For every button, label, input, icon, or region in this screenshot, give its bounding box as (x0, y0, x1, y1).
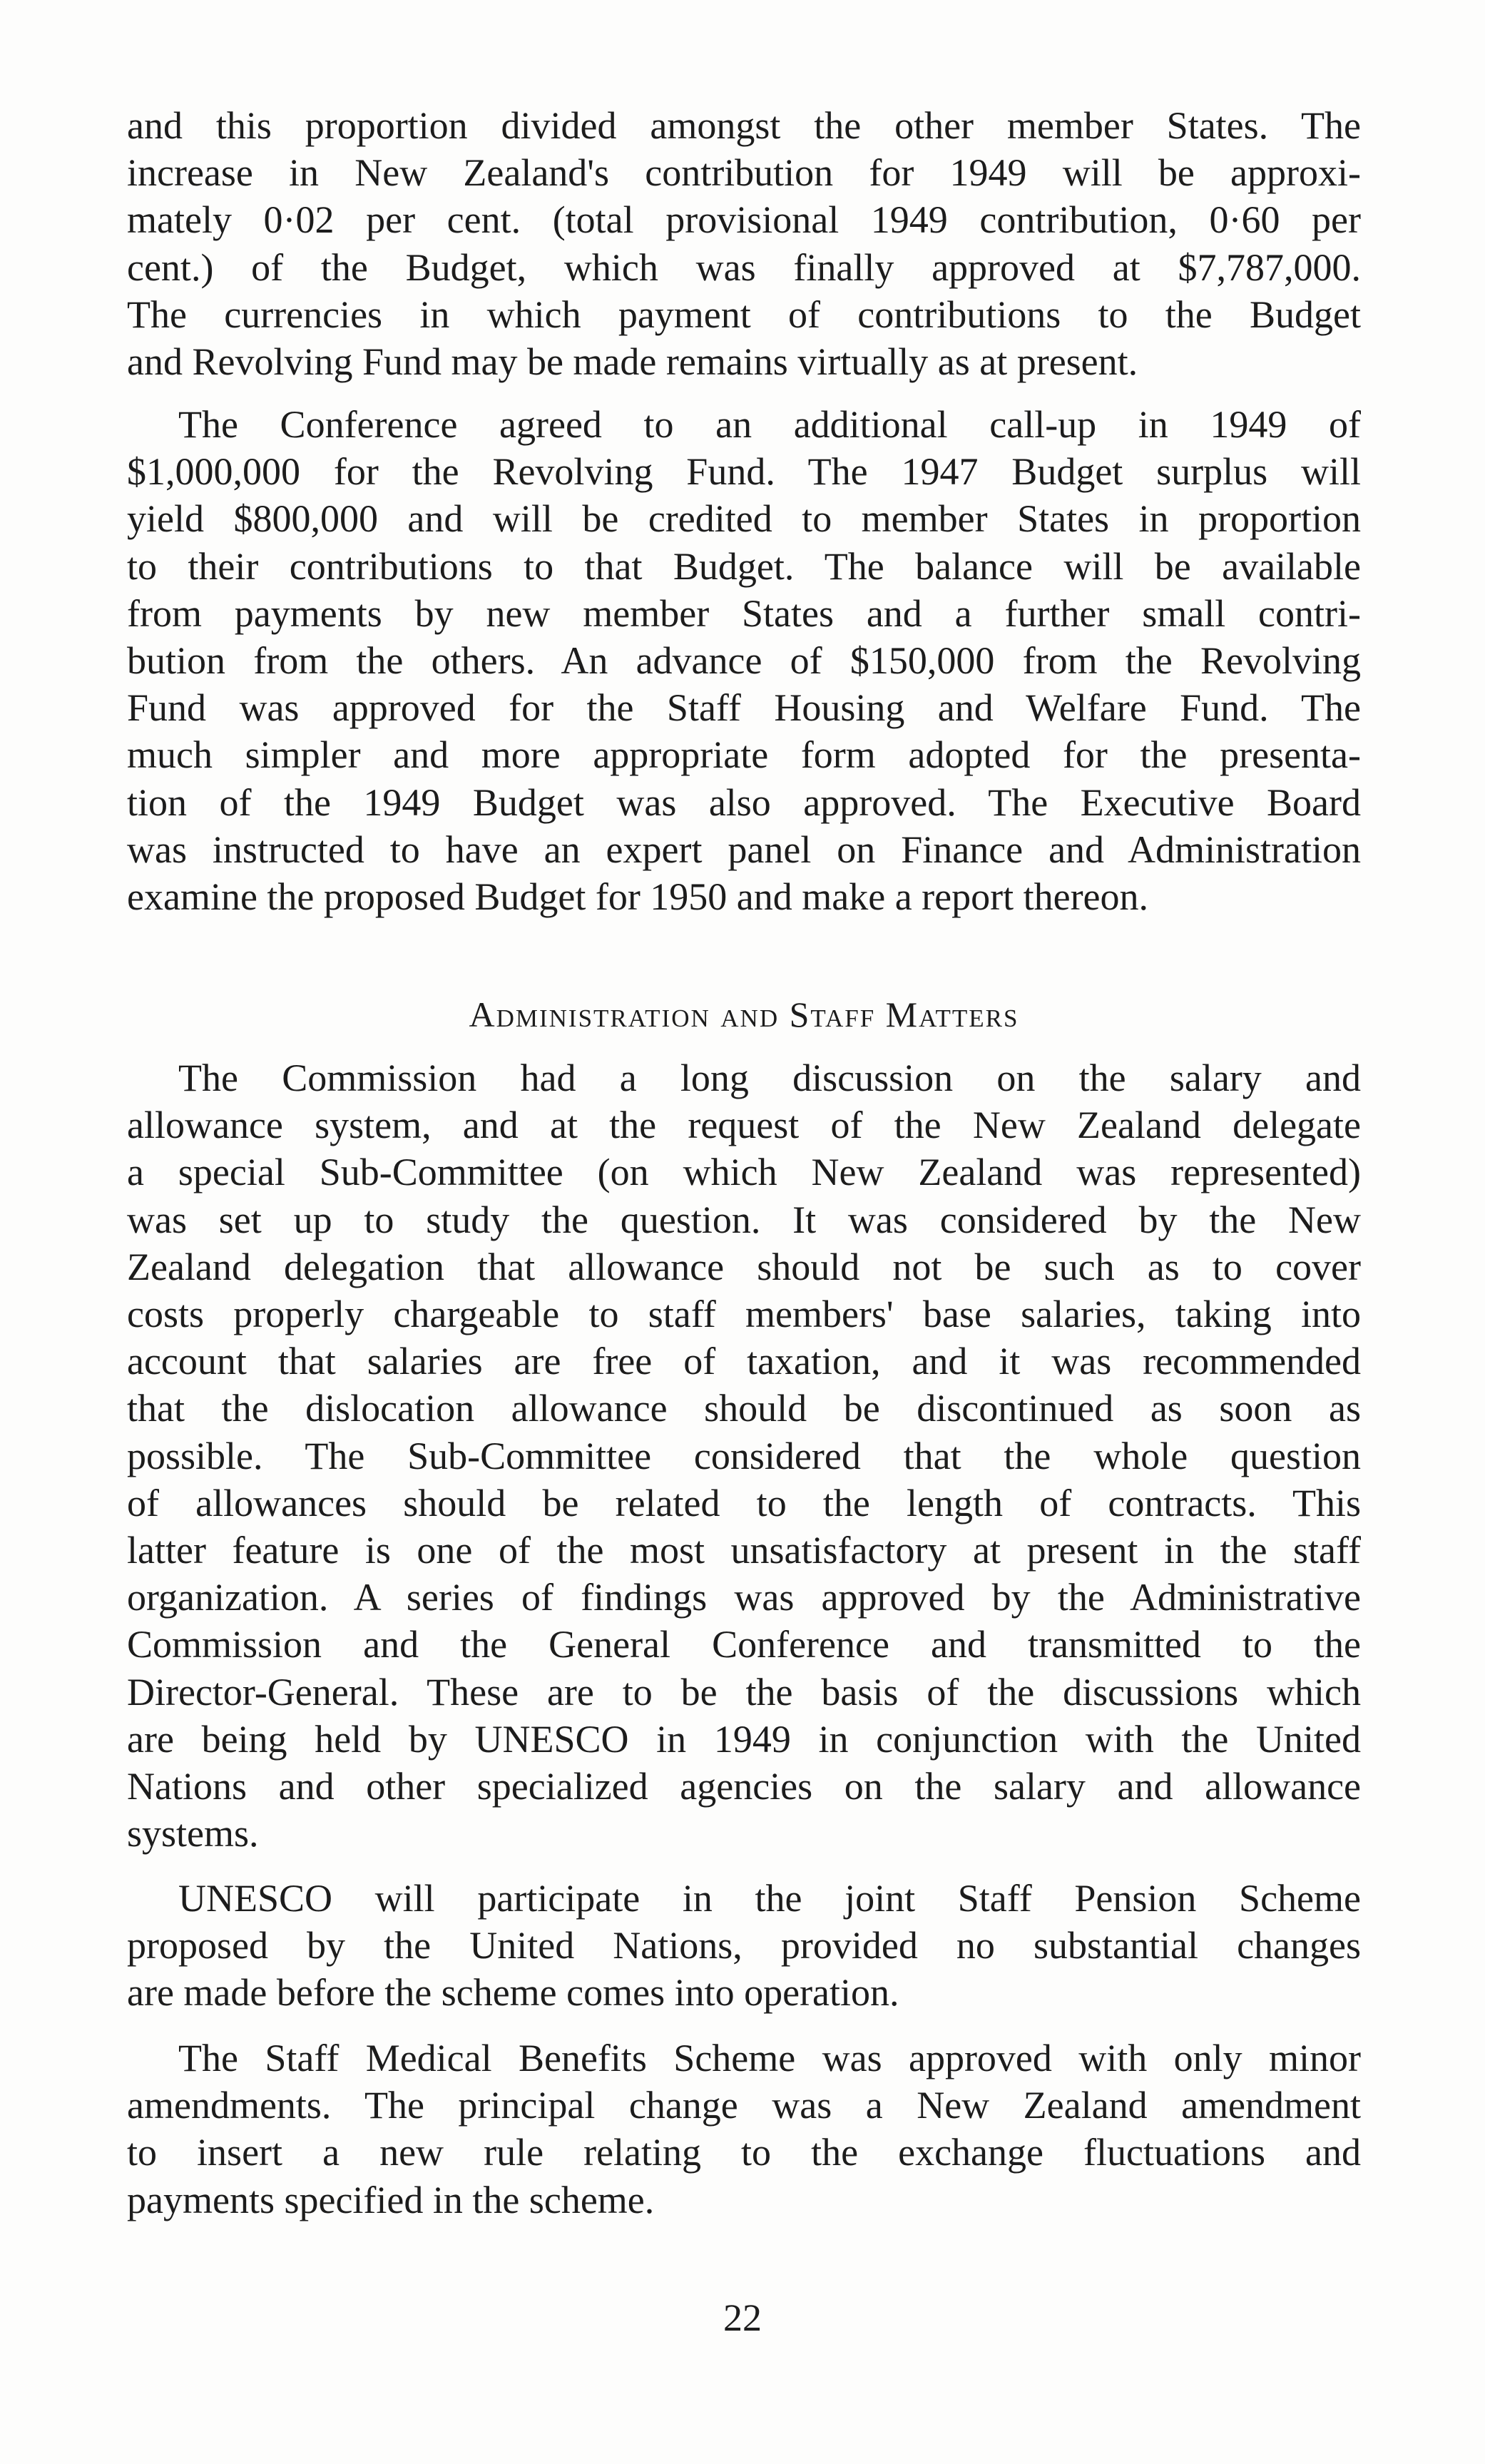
text-line: proposed by the United Nations, provided no substantial changes (127, 1924, 1361, 1967)
text-line: bution from the others. An advance of $150,000 from the Revolving (127, 639, 1361, 683)
text-line: allowance system, and at the request of the New Zealand delegate (127, 1104, 1361, 1147)
text-line: of allowances should be related to the length of contracts. This (127, 1481, 1361, 1524)
page-number: 22 (723, 2296, 762, 2339)
text-line: much simpler and more appropriate form adopted for the presenta- (127, 733, 1361, 777)
text-line: mately 0·02 per cent. (total provisional 1949 contribution, 0·60 per (127, 198, 1361, 242)
text-line: examine the proposed Budget for 1950 and make a report thereon. (127, 875, 1149, 919)
paragraph-budget-contributions (127, 102, 1361, 385)
text-line: to their contributions to that Budget. The balance will be available (127, 544, 1361, 588)
text-line: amendments. The principal change was a New Zealand amendment (127, 2084, 1361, 2127)
paragraph-salary-allowance (127, 1054, 1361, 1857)
text-line: The currencies in which payment of contributions to the Budget (127, 292, 1361, 336)
text-line: The Staff Medical Benefits Scheme was approved with only minor (178, 2037, 1361, 2079)
text-line: UNESCO will participate in the joint Staff Pension Scheme (178, 1877, 1361, 1920)
text-line: organization. A series of findings was approved by the Administrative (127, 1576, 1361, 1619)
text-line: The Commission had a long discussion on the salary and (178, 1057, 1361, 1099)
text-line: account that salaries are free of taxation, and it was recommended (127, 1340, 1361, 1383)
text-line: and this proportion divided amongst the other member States. The (127, 104, 1361, 147)
text-line: The Conference agreed to an additional call-up in 1949 of (178, 403, 1361, 446)
text-line: yield $800,000 and will be credited to member States in proportion (127, 497, 1361, 541)
text-line: Nations and other specialized agencies on the salary and allowance (127, 1765, 1361, 1808)
text-line: costs properly chargeable to staff members' base salaries, taking into (127, 1293, 1361, 1336)
text-line: was instructed to have an expert panel on Finance and Administration (127, 828, 1361, 871)
text-line: Zealand delegation that allowance should not be such as to cover (127, 1245, 1361, 1288)
text-line: tion of the 1949 Budget was also approved. The Executive Board (127, 780, 1361, 824)
paragraph-medical-benefits (127, 2035, 1361, 2224)
text-line: $1,000,000 for the Revolving Fund. The 1947 Budget surplus will (127, 450, 1361, 494)
text-line: possible. The Sub-Committee considered that the whole question (127, 1434, 1361, 1477)
text-line: are made before the scheme comes into operation. (127, 1971, 899, 2015)
text-line: increase in New Zealand's contribution for 1949 will be approxi- (127, 151, 1361, 195)
text-line: and Revolving Fund may be made remains virtually as at present. (127, 340, 1138, 384)
paragraph-pension-scheme (127, 1875, 1361, 2017)
text-line: payments specified in the scheme. (127, 2178, 655, 2221)
section-heading: Administration and Staff Matters (469, 994, 1019, 1034)
text-line: latter feature is one of the most unsatisfactory at present in the staff (127, 1529, 1361, 1572)
text-line: from payments by new member States and a further small contri- (127, 591, 1361, 635)
text-line: systems. (127, 1812, 259, 1855)
text-line: a special Sub-Committee (on which New Zealand was represented) (127, 1151, 1361, 1194)
text-line: to insert a new rule relating to the exchange fluctuations and (127, 2131, 1361, 2174)
text-line: Fund was approved for the Staff Housing and Welfare Fund. The (127, 686, 1361, 730)
text-line: that the dislocation allowance should be discontinued as soon as (127, 1387, 1361, 1430)
paragraph-revolving-fund (127, 401, 1361, 920)
text-line: cent.) of the Budget, which was finally approved at $7,787,000. (127, 245, 1361, 289)
text-line: are being held by UNESCO in 1949 in conjunction with the United (127, 1717, 1361, 1761)
text-line: was set up to study the question. It was considered by the New (127, 1198, 1361, 1241)
text-line: Director-General. These are to be the basis of the discussions which (127, 1670, 1361, 1714)
text-line: Commission and the General Conference and transmitted to the (127, 1623, 1361, 1666)
